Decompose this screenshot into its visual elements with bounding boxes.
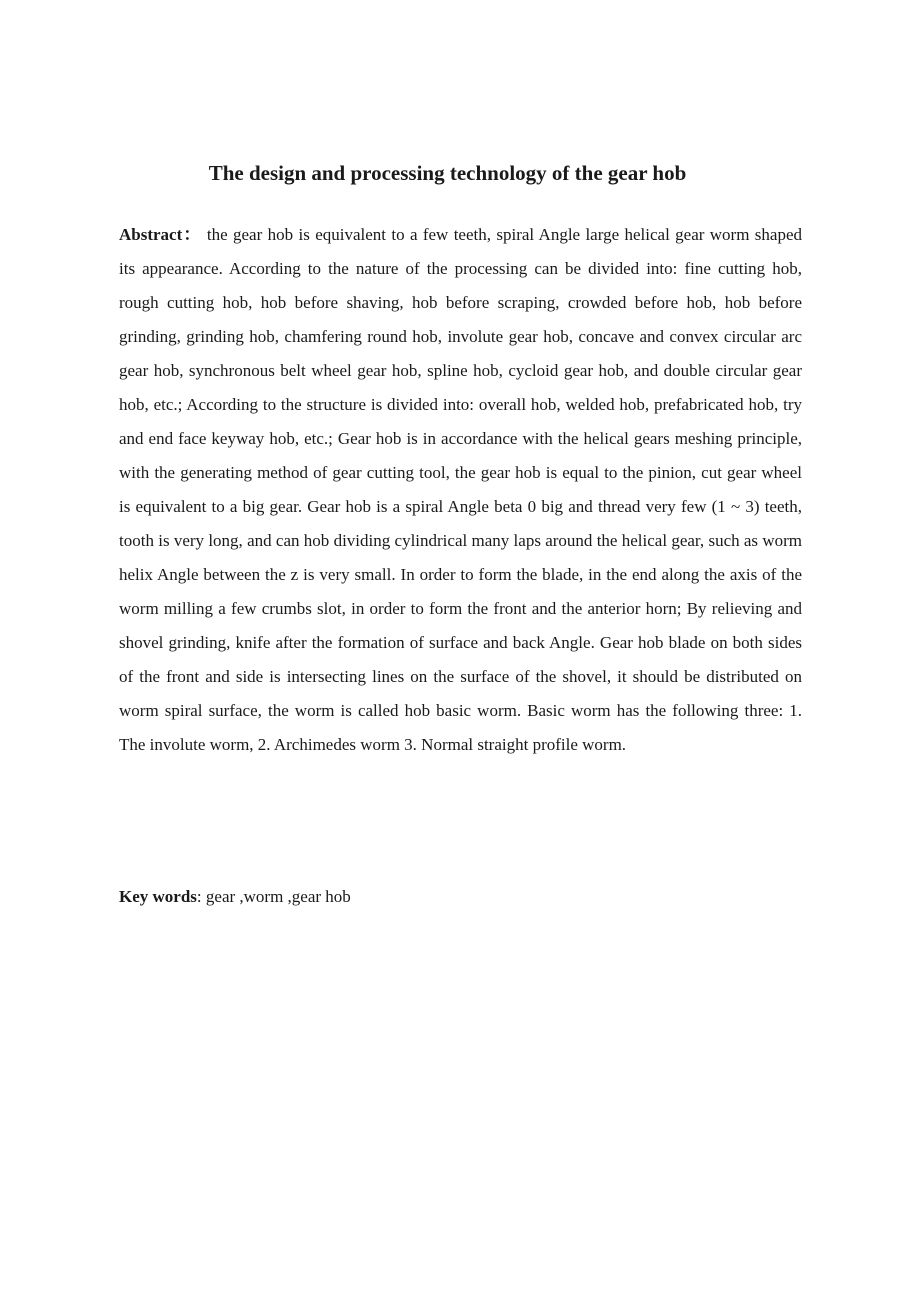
abstract-text: the gear hob is equivalent to a few teeth, spiral Angle large helical gear worm shaped its appearance. According to the nature of the processing can be divided into: fine cutting hob, rough cutting hob, hob before shaving, hob before scraping, crowded before hob, hob before grinding, grinding hob, chamfering round hob, involute gear hob, concave and convex circular arc gear hob, synchronous belt wheel gear hob, spline hob, cycloid gear hob, and double circular gear hob, etc.; According to the structure is divided into: overall hob, welded hob, prefabricated hob, try and end face keyway hob, etc.; Gear hob is in accordance with the helical gears meshing principle, with the generating method of gear cutting tool, the gear hob is equal to the pinion, cut gear wheel is equivalent to a big gear. Gear hob is a spiral Angle beta 0 big and thread very few (1 ~ 3) teeth, tooth is very long, and can hob dividing cylindrical many laps around the helical gear, such as worm helix Angle between the z is very small. In order to form the blade, in the end along the axis of the worm milling a few crumbs slot, in order to form the front and the anterior horn; By relieving and shovel grinding, knife after the formation of surface and back Angle. Gear hob blade on both sides of the front and side is intersecting lines on the surface of the shovel, it should be distributed on worm spiral surface, the worm is called hob basic worm. Basic worm has the following three: 1. The involute worm, 2. Archimedes worm 3. Normal straight profile worm.: [119, 225, 803, 754]
keywords-label: Key words: [119, 887, 197, 906]
keywords-text: : gear ,worm ,gear hob: [196, 887, 351, 906]
paper-title: The design and processing technology of the gear hob: [208, 161, 687, 185]
keywords-line: [119, 880, 802, 914]
abstract-label: Abstract：: [119, 225, 202, 244]
abstract-paragraph: [119, 218, 802, 762]
